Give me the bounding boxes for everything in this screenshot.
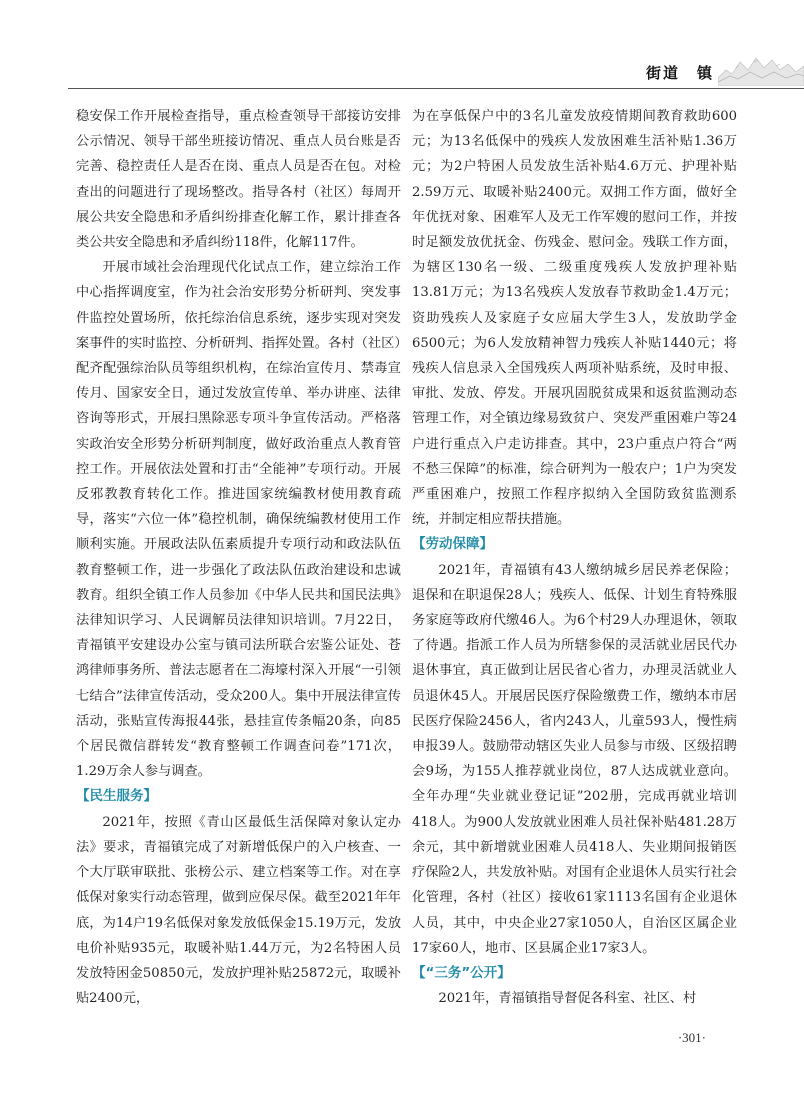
left-column [76, 104, 401, 1011]
body-paragraph: 为在享低保户中的3名儿童发放疫情期间教育救助600元；为13名低保中的残疾人发放困难生活补贴1.36万元；为2户特困人员发放生活补贴4.6万元、护理补贴2.59万元、取暖补贴2400元。双拥工作方面，做好全年优抚对象、困难军人及无工作军嫂的慰问工作，并按时足额发放优抚金、伤残金、慰问金。残联工作方面，为辖区130名一级、二级重度残疾人发放护理补贴13.81万元；为13名残疾人发放春节救助金1.4万元；资助残疾人及家庭子女应届大学生3人，发放助学金6500元；为6人发放精神智力残疾人补贴1440元；将残疾人信息录入全国残疾人两项补贴系统，及时申报、审批、发放、停发。开展巩固脱贫成果和返贫监测动态管理工作，对全镇边缘易致贫户、突发严重困难户等24户进行重点入户走访排查。其中，23户重点户符合“两不愁三保障”的标准，综合研判为一般农户；1户为突发严重困难户，按照工作程序拟纳入全国防致贫监测系统，并制定相应帮扶措施。 [412, 109, 737, 528]
body-paragraph: 2021年，按照《青山区最低生活保障对象认定办法》要求，青福镇完成了对新增低保户的入户核查、一个大厅联审联批、张榜公示、建立档案等工作。对在享低保对象实行动态管理，做到应保尽保。截至2021年年底，为14户19名低保对象发放低保金15.19万元，发放电价补贴935元，取暖补贴1.44万元，为2名特困人员发放特困金50850元，发放护理补贴25872元，取暖补贴2400元， [76, 814, 401, 1007]
header-rule [68, 88, 804, 89]
page-number: ·301· [677, 1030, 706, 1045]
running-title: 街道 镇 [645, 64, 714, 82]
body-paragraph: 2021年，青福镇有43人缴纳城乡居民养老保险；退保和在职退保28人；残疾人、低保、计划生育特殊服务家庭等政府代缴46人。为6个村29人办理退休，领取了待遇。指派工作人员为所辖参保的灵活就业居民代办退休事宜，真正做到让居民省心省力，办理灵活就业人员退休45人。开展居民医疗保险缴费工作，缴纳本市居民医疗保险2456人，省内243人，儿童593人，慢性病申报39人。鼓励带动辖区失业人员参与市级、区级招聘会9场，为155人推荐就业岗位，87人达成就业意向。全年办理“失业就业登记证”202册，完成再就业培训418人。为900人发放就业困难人员社保补贴481.28万余元，其中新增就业困难人员418人、失业期间报销医疗保险2人，共发放补贴。对国有企业退休人员实行社会化管理，各村（社区）接收61家1113名国有企业退休人员，其中，中央企业27家1050人，自治区区属企业17家60人，地市、区县属企业17家3人。 [412, 562, 737, 956]
body-paragraph: 2021年，青福镇指导督促各科室、社区、村 [438, 991, 697, 1007]
landscape-ornament-icon [718, 48, 804, 86]
right-column [412, 104, 737, 1011]
body-paragraph: 稳安保工作开展检查指导，重点检查领导干部接访安排公示情况、领导干部坐班接访情况、重点人员台账是否完善、稳控责任人是否在岗、重点人员是否在包。对检查出的问题进行了现场整改。指导各村（社区）每周开展公共安全隐患和矛盾纠纷排查化解工作，累计排查各类公共安全隐患和矛盾纠纷118件，化解117件。 [76, 109, 401, 251]
page-header [0, 0, 804, 90]
section-heading: 【民生服务】 [76, 788, 157, 805]
section-heading: 【劳动保障】 [412, 536, 493, 553]
section-heading: 【“三务”公开】 [412, 964, 511, 981]
body-paragraph: 开展市域社会治理现代化试点工作，建立综治工作中心指挥调度室，作为社会治安形势分析研判、突发事件监控处置场所，依托综治信息系统，逐步实现对突发案事件的实时监控、分析研判、指挥处置。各村（社区）配齐配强综治队员等组织机构，在综治宣传月、禁毒宣传月、国家安全日，通过发放宣传单、举办讲座、法律咨询等形式，开展扫黑除恶专项斗争宣传活动。严格落实政治安全形势分析研判制度，做好政治重点人教育管控工作。开展依法处置和打击“全能神”专项行动。开展反邪教教育转化工作。推进国家统编教材使用教育疏导，落实“六位一体”稳控机制，确保统编教材使用工作顺利实施。开展政法队伍素质提升专项行动和政法队伍教育整顿工作，进一步强化了政法队伍政治建设和忠诚教育。组织全镇工作人员参加《中华人民共和国民法典》法律知识学习、人民调解员法律知识培训。7月22日，青福镇平安建设办公室与镇司法所联合宏鉴公证处、苍鸿律师事务所、普法志愿者在二海壕村深入开展“一引领七结合”法律宣传活动，受众200人。集中开展法律宣传活动，张贴宣传海报44张，悬挂宣传条幅20条，向85个居民微信群转发“教育整顿工作调查问卷”171次，1.29万余人参与调查。 [76, 260, 401, 780]
